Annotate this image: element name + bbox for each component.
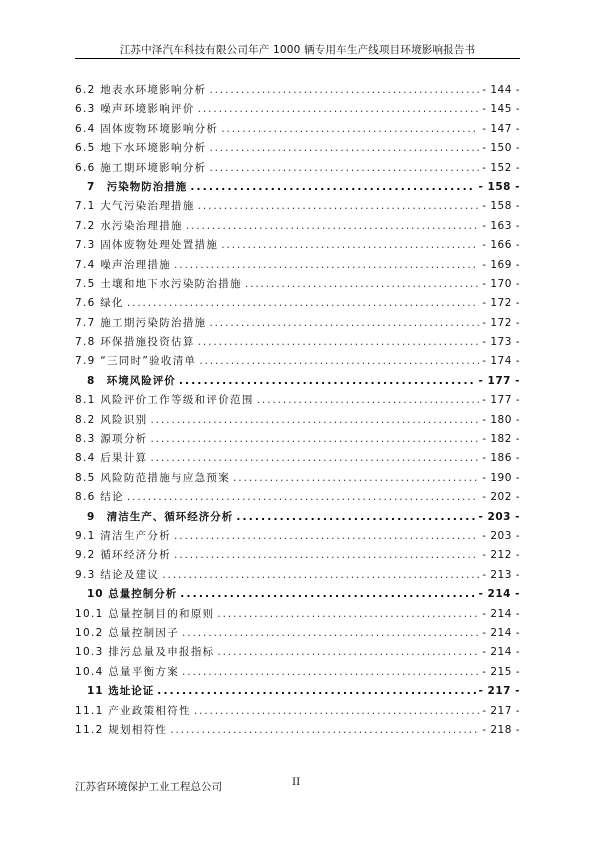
toc-entry-page-number: - 163 - [482,219,520,232]
toc-dot-leader [217,646,479,658]
toc-entry-page-number: - 177 - [478,374,520,387]
toc-entry-label: 10.4 总量平衡方案 [75,665,180,678]
toc-chapter-entry[interactable] [75,373,520,392]
toc-entry-page-number: - 147 - [482,122,520,135]
toc-section-entry[interactable] [75,198,520,217]
toc-section-entry[interactable] [75,334,520,353]
toc-entry-page-number: - 172 - [482,316,520,329]
header-divider [75,58,520,59]
toc-entry-page-number: - 145 - [482,103,520,116]
toc-entry-page-number: - 214 - [482,626,520,639]
toc-entry-label: 7 污染物防治措施 [87,180,188,193]
document-header: 江苏中泽汽车科技有限公司年产 1000 辆专用车生产线项目环境影响报告书 [119,44,476,56]
toc-section-entry[interactable] [75,140,520,159]
toc-entry-page-number: - 172 - [482,297,520,310]
toc-entry-label: 8.1 风险评价工作等级和评价范围 [75,394,254,407]
toc-entry-label: 8.5 风险防范措施与应急预案 [75,471,231,484]
toc-dot-leader [209,142,479,154]
toc-entry-page-number: - 218 - [482,723,520,736]
footer-page-number: II [292,776,301,788]
toc-dot-leader [209,84,479,96]
toc-dot-leader [127,491,479,503]
toc-section-entry[interactable] [75,160,520,179]
toc-entry-label: 7.3 固体废物处理处置措施 [75,239,219,252]
toc-entry-page-number: - 214 - [482,646,520,659]
toc-entry-label: 11.1 产业政策相符性 [75,704,191,717]
toc-chapter-entry[interactable] [75,509,520,528]
toc-dot-leader [170,724,479,736]
toc-entry-label: 10.2 总量控制因子 [75,626,180,639]
toc-section-entry[interactable] [75,489,520,508]
toc-dot-leader [245,278,479,290]
toc-entry-page-number: - 214 - [478,588,520,601]
toc-entry-label: 10 总量控制分析 [87,588,178,601]
toc-entry-page-number: - 217 - [478,685,520,698]
toc-chapter-entry[interactable] [75,586,520,605]
toc-dot-leader [127,297,479,309]
toc-entry-label: 7.8 环保措施投资估算 [75,336,195,349]
toc-dot-leader [182,627,479,639]
toc-dot-leader [150,433,479,445]
toc-dot-leader [162,569,479,581]
toc-section-entry[interactable] [75,625,520,644]
toc-entry-page-number: - 180 - [482,413,520,426]
toc-section-entry[interactable] [75,450,520,469]
toc-entry-label: 9 清洁生产、循环经济分析 [87,510,234,523]
toc-section-entry[interactable] [75,237,520,256]
toc-entry-label: 7.1 大气污染治理措施 [75,200,195,213]
toc-section-entry[interactable] [75,664,520,683]
toc-entry-label: 6.2 地表水环境影响分析 [75,84,207,96]
toc-dot-leader [209,162,479,174]
toc-dot-leader [198,336,480,348]
toc-chapter-entry[interactable] [75,179,520,198]
toc-dot-leader [186,220,479,232]
toc-entry-page-number: - 173 - [482,336,520,349]
toc-section-entry[interactable] [75,470,520,489]
toc-dot-leader [221,239,479,251]
toc-entry-label: 9.2 循环经济分析 [75,549,172,562]
toc-section-entry[interactable] [75,276,520,295]
toc-entry-page-number: - 150 - [482,142,520,155]
toc-section-entry[interactable] [75,353,520,372]
toc-section-entry[interactable] [75,606,520,625]
toc-entry-label: 8.6 结论 [75,491,124,504]
toc-entry-page-number: - 215 - [482,665,520,678]
toc-entry-label: 7.2 水污染治理措施 [75,219,183,232]
toc-entry-page-number: - 217 - [482,704,520,717]
toc-entry-label: 11 选址论证 [87,685,155,698]
toc-entry-page-number: - 144 - [482,84,520,96]
toc-section-entry[interactable] [75,528,520,547]
toc-section-entry[interactable] [75,257,520,276]
toc-dot-leader [150,414,479,426]
toc-dot-leader [179,375,476,387]
toc-dot-leader [199,355,479,367]
toc-dot-leader [221,123,479,135]
toc-entry-label: 6.3 噪声环境影响评价 [75,103,195,116]
toc-section-entry[interactable] [75,722,520,741]
toc-section-entry[interactable] [75,392,520,411]
toc-entry-page-number: - 170 - [482,277,520,290]
toc-entry-label: 6.6 施工期环境影响分析 [75,161,207,174]
toc-section-entry[interactable] [75,412,520,431]
toc-entry-label: 9.3 结论及建议 [75,568,160,581]
toc-dot-leader [174,549,479,561]
toc-entry-page-number: - 174 - [482,355,520,368]
toc-entry-page-number: - 166 - [482,239,520,252]
toc-entry-label: 9.1 清洁生产分析 [75,529,172,542]
table-of-contents [75,82,520,741]
toc-section-entry[interactable] [75,315,520,334]
toc-section-entry[interactable] [75,295,520,314]
toc-section-entry[interactable] [75,431,520,450]
toc-entry-page-number: - 177 - [482,394,520,407]
toc-entry-page-number: - 213 - [482,568,520,581]
toc-section-entry[interactable] [75,218,520,237]
toc-entry-page-number: - 212 - [482,549,520,562]
toc-entry-page-number: - 158 - [482,200,520,213]
toc-section-entry[interactable] [75,703,520,722]
toc-dot-leader [174,530,479,542]
toc-dot-leader [198,103,480,115]
toc-entry-label: 7.6 绿化 [75,297,124,310]
toc-entry-label: 7.4 噪声治理措施 [75,258,172,271]
toc-entry-label: 10.1 总量控制目的和原则 [75,607,215,620]
toc-dot-leader [257,394,480,406]
footer-organization: 江苏省环境保护工业工程总公司 [75,781,222,793]
toc-dot-leader [236,511,475,523]
toc-section-entry[interactable] [75,567,520,586]
toc-entry-label: 8.4 后果计算 [75,452,148,465]
toc-dot-leader [194,705,479,717]
toc-dot-leader [217,608,479,620]
toc-entry-page-number: - 203 - [478,510,520,523]
toc-dot-leader [198,200,480,212]
toc-entry-label: 7.9 “三同时”验收清单 [75,355,197,368]
toc-section-entry[interactable] [75,644,520,663]
toc-entry-page-number: - 190 - [482,471,520,484]
toc-section-entry[interactable] [75,101,520,120]
toc-entry-label: 7.5 土壤和地下水污染防治措施 [75,277,242,290]
toc-entry-page-number: - 158 - [478,180,520,193]
toc-entry-page-number: - 203 - [482,529,520,542]
toc-dot-leader [180,588,475,600]
toc-dot-leader [157,685,475,697]
toc-entry-page-number: - 202 - [482,491,520,504]
toc-section-entry[interactable] [75,82,520,101]
toc-dot-leader [182,666,479,678]
toc-dot-leader [190,181,475,193]
toc-entry-page-number: - 182 - [482,433,520,446]
toc-entry-page-number: - 169 - [482,258,520,271]
toc-entry-page-number: - 152 - [482,161,520,174]
toc-entry-page-number: - 186 - [482,452,520,465]
toc-chapter-entry[interactable] [75,683,520,702]
toc-entry-label: 6.5 地下水环境影响分析 [75,142,207,155]
toc-dot-leader [174,259,479,271]
toc-entry-label: 7.7 施工期污染防治措施 [75,316,207,329]
toc-section-entry[interactable] [75,547,520,566]
toc-entry-label: 10.3 排污总量及申报指标 [75,646,215,659]
toc-dot-leader [150,452,479,464]
toc-section-entry[interactable] [75,121,520,140]
toc-dot-leader [233,472,479,484]
toc-dot-leader [209,317,479,329]
toc-entry-label: 11.2 规划相符性 [75,723,168,736]
toc-entry-page-number: - 214 - [482,607,520,620]
toc-entry-label: 6.4 固体废物环境影响分析 [75,122,219,135]
toc-entry-label: 8.3 源项分析 [75,433,148,446]
toc-entry-label: 8.2 风险识别 [75,413,148,426]
toc-entry-label: 8 环境风险评价 [87,374,176,387]
